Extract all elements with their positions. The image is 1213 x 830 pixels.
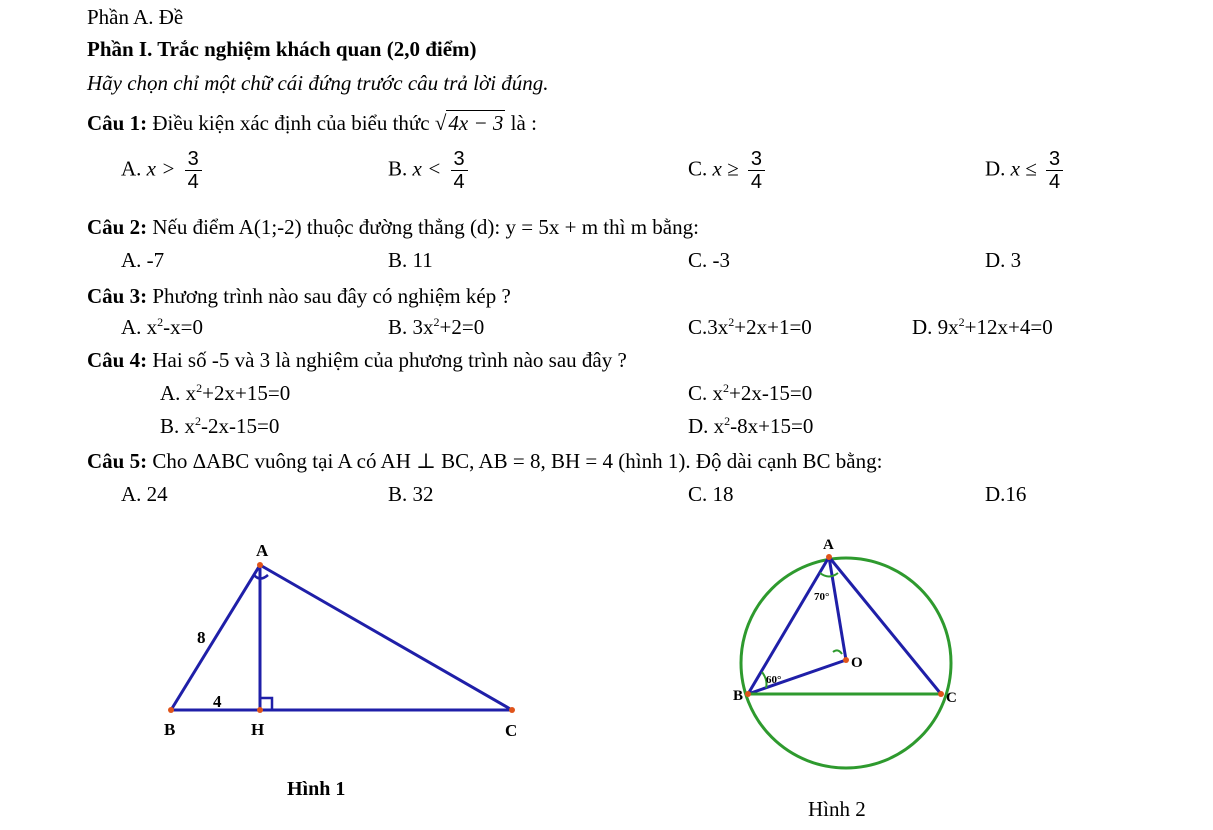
label-h: H <box>251 720 265 739</box>
section-title: Phần I. Trắc nghiệm khách quan (2,0 điểm) <box>87 37 477 61</box>
point-b <box>745 691 751 697</box>
q4-option-c[interactable]: C. $x^2+2x-15=0$ <box>688 381 813 405</box>
q1-option-d[interactable] <box>985 148 1063 193</box>
question-5-label: Câu 5: <box>87 449 148 473</box>
segment-ac <box>829 557 941 694</box>
q4-option-d[interactable]: D. $x^2-8x+15=0$ <box>688 414 814 438</box>
q3-option-a[interactable]: A. $x^2-x=0$ <box>121 315 204 339</box>
instruction: Hãy chọn chỉ một chữ cái đứng trước câu trả lời đúng. <box>87 71 549 95</box>
segment-bo <box>748 660 846 694</box>
q4-option-a[interactable]: A. $x^2+2x+15=0$ <box>160 381 291 405</box>
label-b: B <box>164 720 176 739</box>
right-angle-mark-a <box>254 575 268 579</box>
point-h <box>257 707 263 713</box>
fraction: $\frac{3}{4}$ <box>1046 148 1063 193</box>
option-relation: x < <box>412 156 442 181</box>
label-a: A <box>823 537 834 553</box>
q2-option-d[interactable]: D. 3 <box>985 248 1022 272</box>
q5-option-b[interactable]: B. 32 <box>388 482 434 506</box>
question-1-text: Điều kiện xác định của biểu thức <box>152 111 430 135</box>
option-letter: C. <box>688 156 708 181</box>
figure-1-caption: Hình 1 <box>287 778 346 800</box>
segment-ac <box>260 565 512 710</box>
q5-option-a[interactable]: A. 24 <box>121 482 168 506</box>
question-5-text: Cho ΔABC vuông tại A có AH ⊥ BC, AB = 8, BH = 4 (hình 1). Độ dài cạnh BC bằng: <box>152 449 883 473</box>
fraction: $\frac{3}{4}$ <box>185 148 202 193</box>
question-1-label: Câu 1: <box>87 111 148 135</box>
q2-option-c[interactable]: C. -3 <box>688 248 730 272</box>
option-relation: x > <box>146 156 176 181</box>
question-2-label: Câu 2: <box>87 215 148 239</box>
option-relation: x ≤ <box>1010 156 1037 181</box>
right-angle-mark-h <box>260 698 272 710</box>
q1-option-b[interactable] <box>388 148 468 193</box>
q3-option-b[interactable]: B. $3x^2+2=0$ <box>388 315 485 339</box>
label-angle-b: 60° <box>766 674 782 686</box>
question-4 <box>87 347 627 373</box>
label-ab-length: 8 <box>197 628 206 647</box>
fraction: $\frac{3}{4}$ <box>748 148 765 193</box>
point-a <box>826 554 832 560</box>
q3-option-c[interactable]: $C.3x^2+2x+1=0$ <box>688 315 812 339</box>
option-letter: D. <box>985 156 1006 181</box>
label-c: C <box>505 721 518 740</box>
header: Phần A. Đề <box>87 5 184 29</box>
q3-option-d[interactable]: D. $9x^2+12x+4=0$ <box>912 315 1053 339</box>
q5-option-c[interactable]: C. 18 <box>688 482 734 506</box>
option-letter: B. <box>388 156 408 181</box>
segment-ao <box>829 557 846 660</box>
label-o: O <box>851 655 863 671</box>
label-a: A <box>256 541 269 560</box>
q1-option-a[interactable] <box>121 148 202 193</box>
figure-2-caption: Hình 2 <box>808 797 866 821</box>
question-4-text: Hai số -5 và 3 là nghiệm của phương trình nào sau đây ? <box>152 348 627 372</box>
question-2-text: Nếu điểm A(1;-2) thuộc đường thẳng (d): y = 5x + m thì m bằng: <box>152 215 699 239</box>
circumcircle <box>741 558 951 768</box>
question-1 <box>87 110 537 136</box>
fraction: $\frac{3}{4}$ <box>451 148 468 193</box>
question-3-label: Câu 3: <box>87 284 148 308</box>
question-5 <box>87 448 882 474</box>
option-relation: x ≥ <box>712 156 739 181</box>
point-a <box>257 562 263 568</box>
q5-option-d[interactable]: D.16 <box>985 482 1027 506</box>
point-o <box>843 657 849 663</box>
q2-option-b[interactable]: B. 11 <box>388 248 433 272</box>
radicand: 4x − 3 <box>448 111 504 135</box>
sqrt-expression: √4x − 3 <box>434 111 504 135</box>
q1-option-c[interactable] <box>688 148 765 193</box>
point-c <box>938 691 944 697</box>
segment-ab <box>171 565 260 710</box>
label-angle-a: 70° <box>814 591 830 603</box>
label-b: B <box>733 688 744 704</box>
point-b <box>168 707 174 713</box>
q4-option-b[interactable]: B. $x^2-2x-15=0$ <box>160 414 280 438</box>
question-1-suffix: là : <box>510 111 537 135</box>
label-c: C <box>946 690 957 706</box>
point-c <box>509 707 515 713</box>
option-letter: A. <box>121 156 142 181</box>
q2-option-a[interactable]: A. -7 <box>121 248 165 272</box>
label-bh-length: 4 <box>213 692 222 711</box>
question-3-text: Phương trình nào sau đây có nghiệm kép ? <box>152 284 511 308</box>
angle-mark-o <box>833 650 842 654</box>
question-3 <box>87 283 511 309</box>
question-4-label: Câu 4: <box>87 348 148 372</box>
question-2 <box>87 214 699 240</box>
angle-mark-a <box>820 573 838 577</box>
segment-ab <box>748 557 829 694</box>
angle-mark-b <box>762 672 767 688</box>
